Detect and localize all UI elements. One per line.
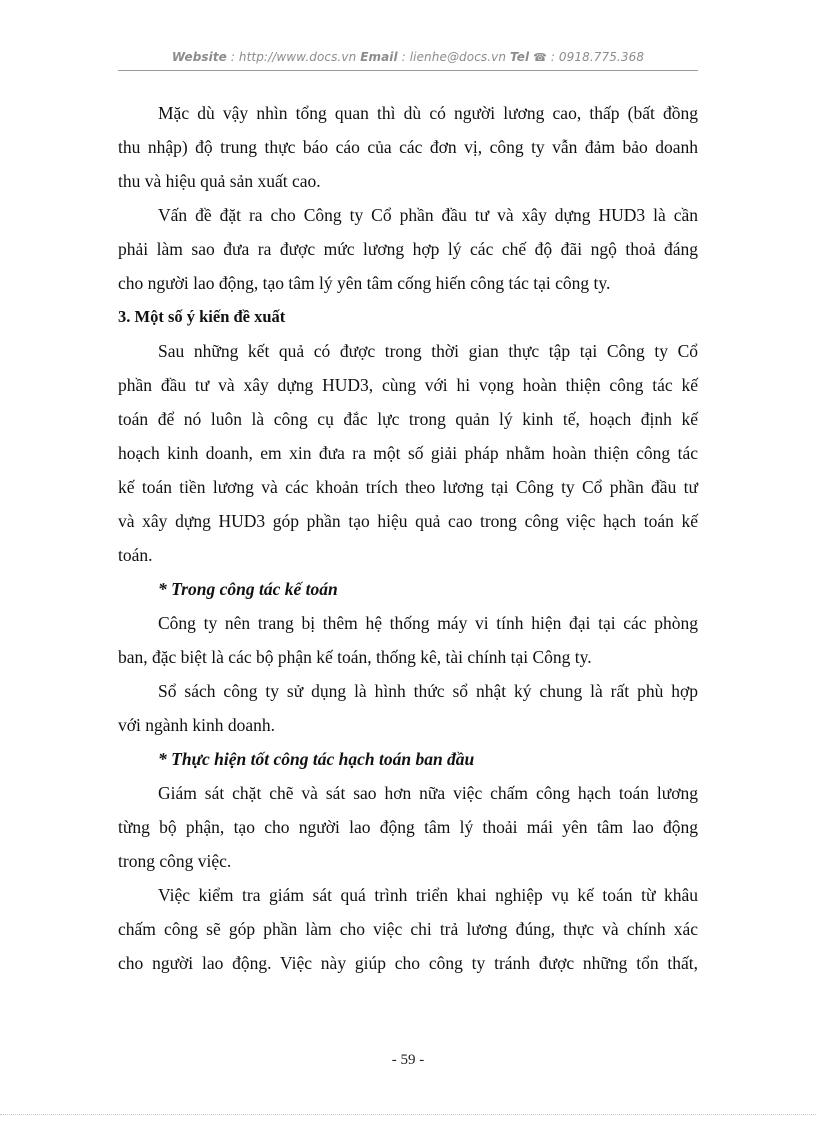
paragraph-line: cho người lao động. Việc này giúp cho công ty tránh được những tổn thất,	[118, 953, 698, 973]
subsection-heading: * Trong công tác kế toán	[158, 579, 338, 599]
page-number: - 59 -	[391, 1052, 425, 1068]
paragraph-line: Mặc dù vậy nhìn tổng quan thì dù có người lương cao, thấp (bất đồng	[158, 103, 698, 123]
email-label: Email	[360, 50, 398, 64]
website-value: : http://www.docs.vn	[226, 50, 361, 64]
paragraph-line: Công ty nên trang bị thêm hệ thống máy vi tính hiện đại tại các phòng	[158, 613, 698, 633]
paragraph-line: phần đầu tư và xây dựng HUD3, cùng với hi vọng hoàn thiện công tác kế	[118, 375, 698, 395]
paragraph-line: ban, đặc biệt là các bộ phận kế toán, thống kê, tài chính tại Công ty.	[118, 647, 592, 667]
paragraph-line: Sổ sách công ty sử dụng là hình thức sổ nhật ký chung là rất phù hợp	[158, 681, 698, 701]
paragraph-line: thu và hiệu quả sản xuất cao.	[118, 171, 321, 191]
telephone-icon: ☎	[533, 51, 547, 64]
paragraph-line: Giám sát chặt chẽ và sát sao hơn nữa việc chấm công hạch toán lương	[158, 783, 698, 803]
paragraph-line: toán để nó luôn là công cụ đắc lực trong quản lý kinh tế, hoạch định kế	[118, 409, 698, 429]
paragraph-line: từng bộ phận, tạo cho người lao động tâm lý thoải mái yên tâm lao động	[118, 817, 698, 837]
header-rule	[118, 70, 698, 71]
paragraph-line: cho người lao động, tạo tâm lý yên tâm cống hiến công tác tại công ty.	[118, 273, 611, 293]
section-heading: 3. Một số ý kiến đề xuất	[118, 307, 286, 326]
paragraph-line: thu nhập) độ trung thực báo cáo của các đơn vị, công ty vẫn đảm bảo doanh	[118, 137, 698, 157]
tel-label: Tel	[510, 50, 530, 64]
paragraph-line: Việc kiểm tra giám sát quá trình triển khai nghiệp vụ kế toán từ khâu	[158, 885, 698, 905]
page-header	[118, 50, 698, 64]
paragraph-line: Sau những kết quả có được trong thời gian thực tập tại Công ty Cổ	[158, 341, 698, 361]
email-value: : lienhe@docs.vn	[397, 50, 510, 64]
paragraph-line: với ngành kinh doanh.	[118, 715, 276, 735]
paragraph-line: kế toán tiền lương và các khoản trích theo lương tại Công ty Cổ phần đầu tư	[118, 477, 698, 497]
document-body	[118, 96, 698, 980]
paragraph-line: phải làm sao đưa ra được mức lương hợp lý các chế độ đãi ngộ thoả đáng	[118, 239, 698, 259]
paragraph-line: chấm công sẽ góp phần làm cho việc chi trả lương đúng, thực và chính xác	[118, 919, 698, 939]
paragraph-line: Vấn đề đặt ra cho Công ty Cổ phần đầu tư và xây dựng HUD3 là cần	[158, 205, 698, 225]
subsection-heading: * Thực hiện tốt công tác hạch toán ban đầu	[158, 749, 475, 769]
paragraph-line: toán.	[118, 545, 153, 565]
paragraph-line: trong công việc.	[118, 851, 232, 871]
website-label: Website	[171, 50, 227, 64]
tel-value: : 0918.775.368	[546, 50, 645, 64]
paragraph-line: và xây dựng HUD3 góp phần tạo hiệu quả cao trong công việc hạch toán kế	[118, 511, 698, 531]
paragraph-line: hoạch kinh doanh, em xin đưa ra một số giải pháp nhằm hoàn thiện công tác	[118, 443, 698, 463]
page-bottom-edge	[0, 1114, 816, 1115]
